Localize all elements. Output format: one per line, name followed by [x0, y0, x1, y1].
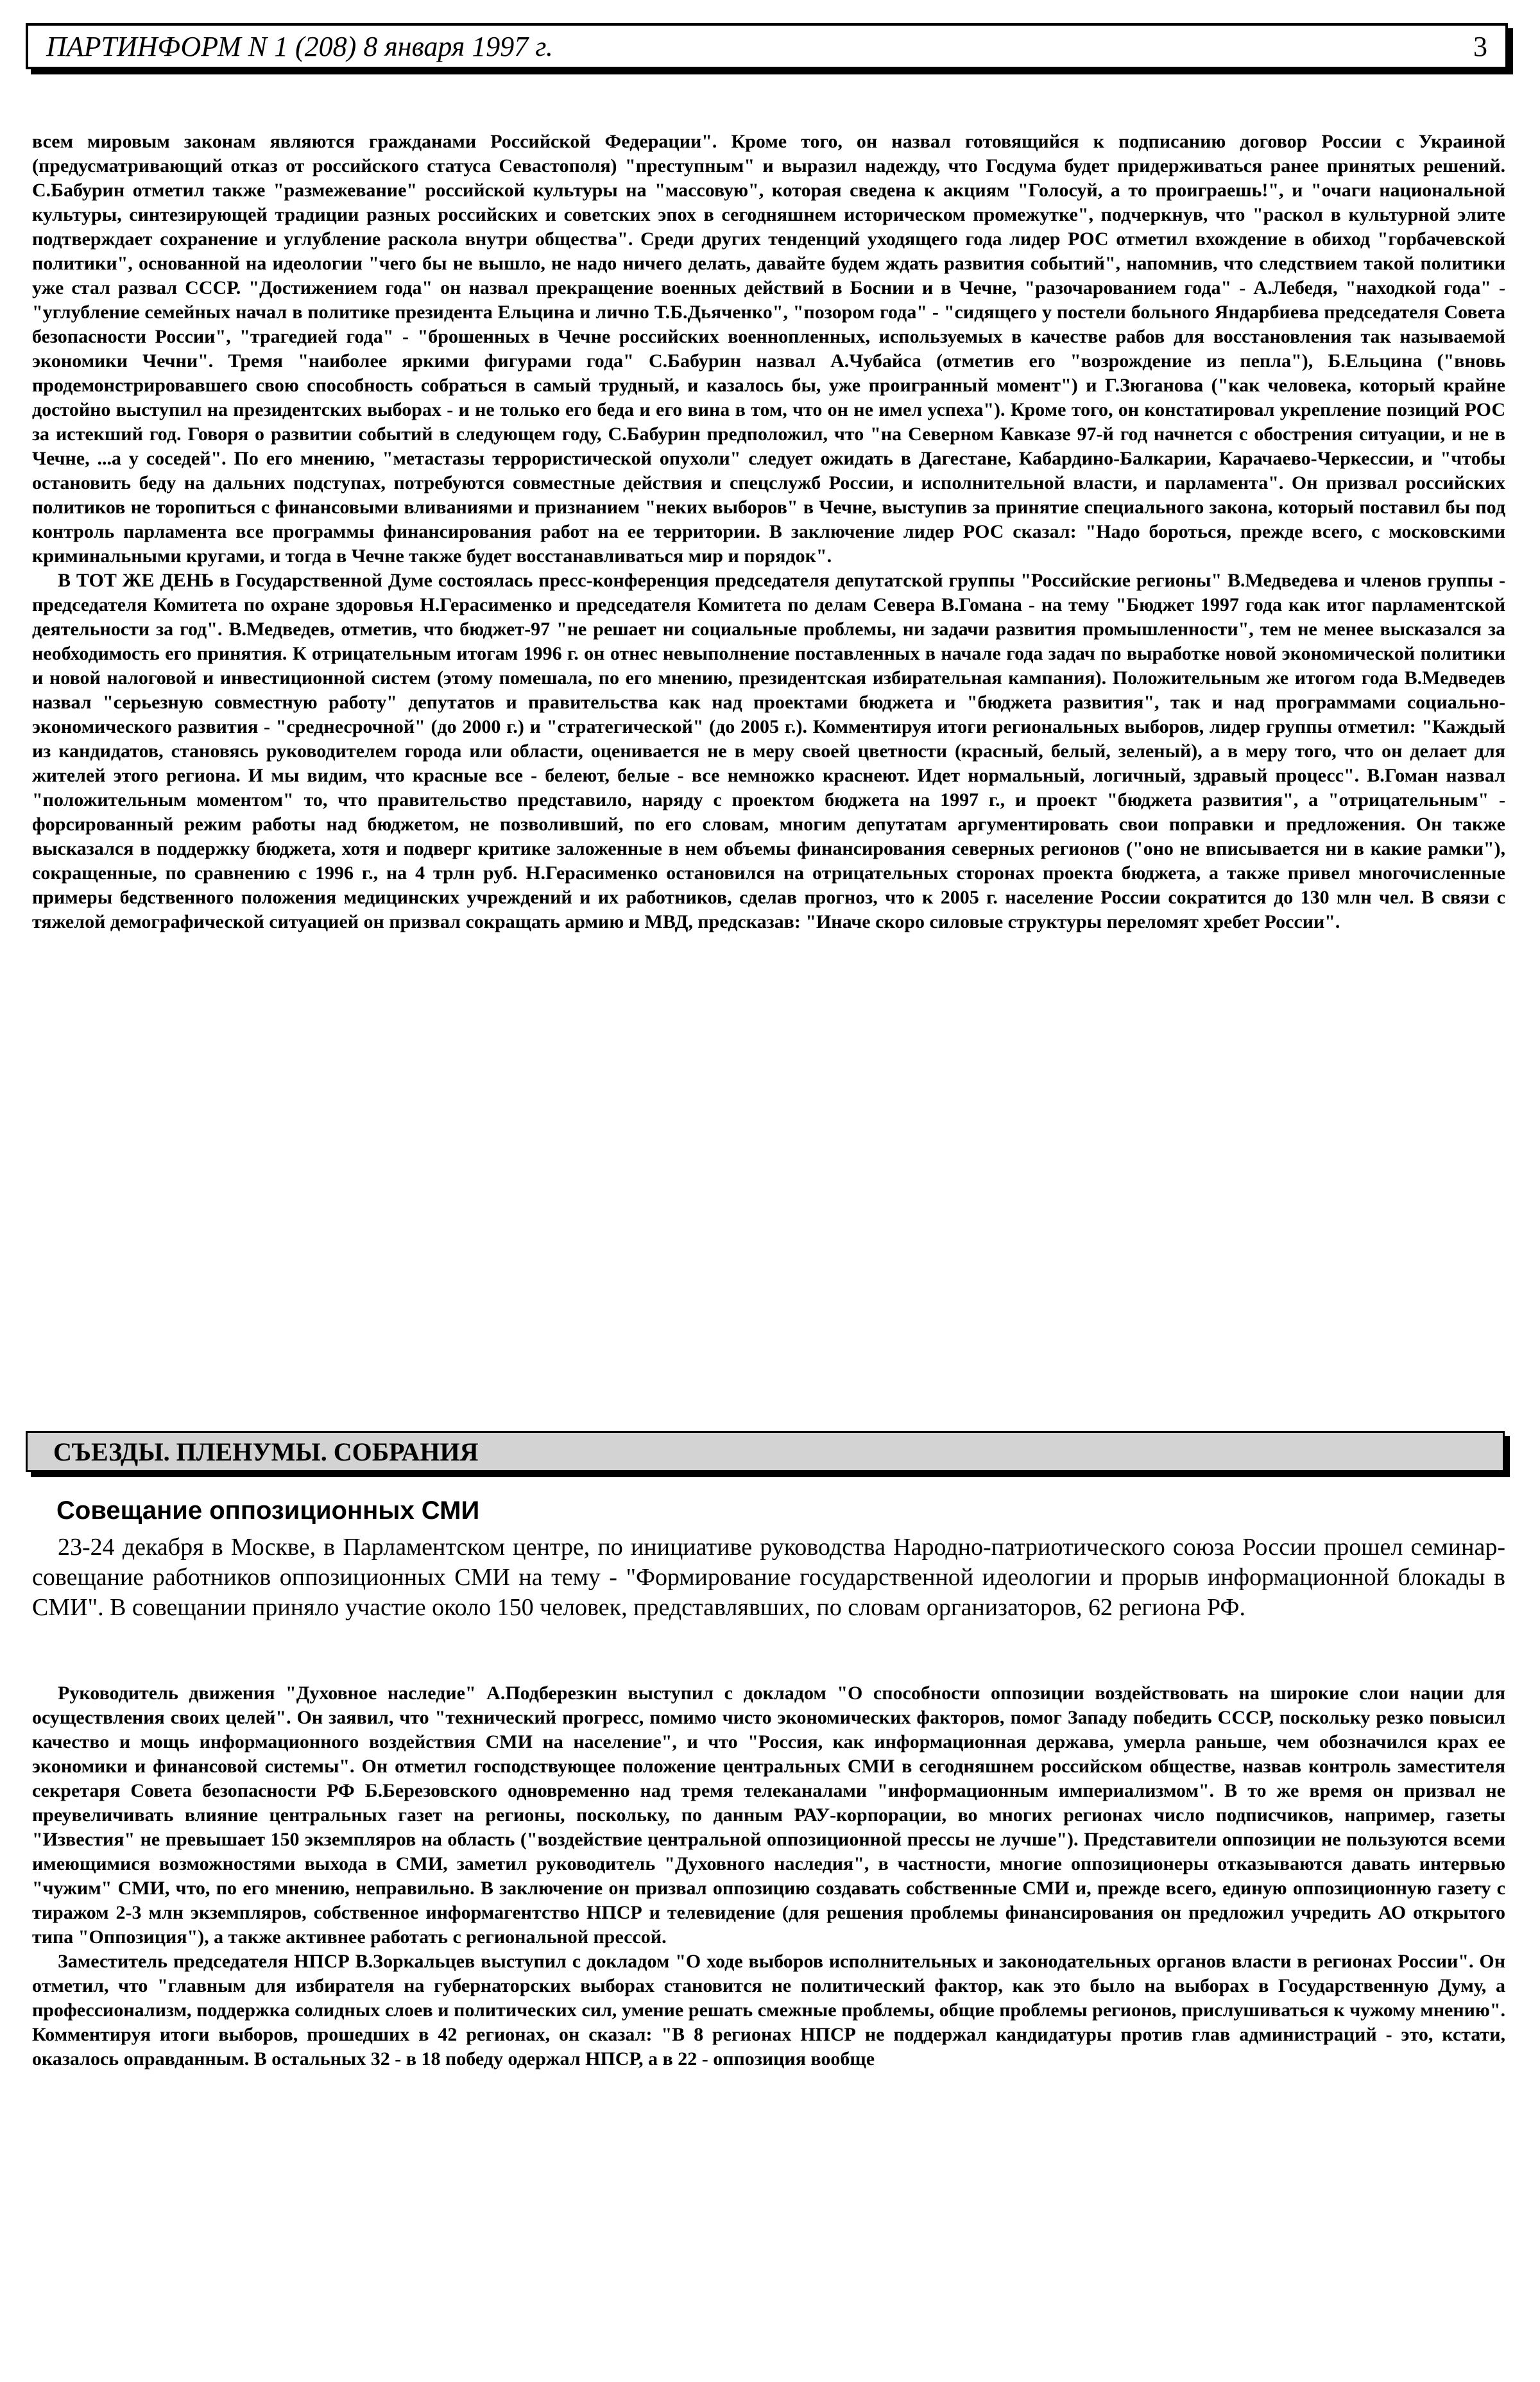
paragraph: Заместитель председателя НПСР В.Зоркальцев выступил с докладом "О ходе выборов исполнительных и законодательных органов власти в регионах России". Он отметил, что "главным для избирателя на губернаторских выборах становится не политический фактор, как это было на выборах в Государственную Думу, а профессионализм, поддержка солидных слоев и политических сил, умение решать смежные проблемы, общие проблемы регионов, прислушиваться к чужому мнению". Комментируя итоги выборов, прошедших в 42 регионах, он сказал: "В 8 регионах НПСР не поддержал кандидатуры против глав администраций - это, кстати, оказалось оправданным. В остальных 32 - в 18 победу одержал НПСР, а в 22 - оппозиция вообще — [32, 1951, 1505, 2069]
section-heading: СЪЕЗДЫ. ПЛЕНУМЫ. СОБРАНИЯ — [53, 1437, 479, 1466]
page-header — [26, 23, 1508, 69]
page-number: 3 — [1473, 30, 1487, 62]
section-heading-bar — [26, 1431, 1505, 1472]
article-body — [32, 1681, 1505, 2071]
paragraph: В ТОТ ЖЕ ДЕНЬ в Государственной Думе состоялась пресс-конференция председателя депутатской группы "Российские регионы" В.Медведева и членов группы - председателя Комитета по охране здоровья Н.Герасименко и председателя Комитета по делам Севера В.Гомана - на тему "Бюджет 1997 года как итог парламентской деятельности за год". В.Медведев, отметив, что бюджет-97 "не решает ни социальные проблемы, ни задачи развития промышленности", тем не менее высказался за необходимость его принятия. К отрицательным итогам 1996 г. он отнес невыполнение поставленных в начале года задач по выработке новой экономической политики и новой налоговой и инвестиционной систем (этому помешала, по его мнению, президентская избирательная кампания). Положительным же итогом года В.Медведев назвал "серьезную совместную работу" депутатов и правительства как над проектами бюджета и "бюджета развития", так и над программами социально-экономического развития - "среднесрочной" (до 2000 г.) и "стратегической" (до 2005 г.). Комментируя итоги региональных выборов, лидер группы отметил: "Каждый из кандидатов, становясь руководителем города или области, оценивается не в меру своей цветности (красный, белый, зеленый), а в меру того, что он делает для жителей этого региона. И мы видим, что красные все - белеют, белые - все немножко краснеют. Идет нормальный, логичный, здравый процесс". В.Гоман назвал "положительным моментом" то, что правительство представило, наряду с проектом бюджета на 1997 г., и проект "бюджета развития", а "отрицательным" - форсированный режим работы над бюджетом, не позволивший, по его словам, многим депутатам аргументировать свои поправки и предложения. Он также высказался в поддержку бюджета, хотя и подверг критике заложенные в нем объемы финансирования северных регионов ("оно не вписывается ни в какие рамки"), сокращенные, по сравнению с 1996 г., на 4 трлн руб. Н.Герасименко остановился на отрицательных сторонах проекта бюджета, а также привел многочисленные примеры бедственного положения медицинских учреждений и их работников, сделав прогноз, что к 2005 г. население России сократится до 130 млн чел. В связи с тяжелой демографической ситуацией он призвал сокращать армию и МВД, предсказав: "Иначе скоро силовые структуры переломят хребет России". — [32, 570, 1505, 932]
paragraph: всем мировым законам являются гражданами Российской Федерации". Кроме того, он назвал готовящийся к подписанию договор России с Украиной (предусматривающий отказ от российского статуса Севастополя) "преступным" и выразил надежду, что Госдума будет придерживаться ранее принятых решений. С.Бабурин отметил также "размежевание" российской культуры на "массовую", которая сведена к акциям "Голосуй, а то проиграешь!", и "очаги национальной культуры, синтезирующей традиции разных российских и советских эпох в сегодняшнем историческом промежутке", подчеркнув, что "раскол в культурной элите подтверждает сохранение и углубление раскола внутри общества". Среди других тенденций уходящего года лидер РОС отметил вхождение в обиход "горбачевской политики", основанной на идеологии "чего бы не вышло, не надо ничего делать, давайте будем ждать развития событий", напомнив, что следствием такой политики уже стал развал СССР. "Достижением года" он назвал прекращение военных действий в Боснии и в Чечне, "разочарованием года" - А.Лебедя, "находкой года" - "углубление семейных начал в политике президента Ельцина и лично Т.Б.Дьяченко", "позором года" - "сидящего у постели больного Яндарбиева председателя Совета безопасности России", "трагедией года" - "брошенных в Чечне российских военнопленных, используемых в качестве рабов для восстановления так называемой экономики Чечни". Тремя "наиболее яркими фигурами года" С.Бабурин назвал А.Чубайса (отметив его "возрождение из пепла"), Б.Ельцина ("вновь продемонстрировавшего свою способность собраться в самый трудный, и казалось бы, уже проигранный момент") и Г.Зюганова ("как человека, который крайне достойно выступил на президентских выборах - и не только его беда и его вина в том, что он не имел успеха"). Кроме того, он констатировал укрепление позиций РОС за истекший год. Говоря о развитии событий в следующем году, С.Бабурин предположил, что "на Северном Кавказе 97-й год начнется с обострения ситуации, и не в Чечне, ...а у соседей". По его мнению, "метастазы террористической опухоли" следует ожидать в Дагестане, Кабардино-Балкарии, Карачаево-Черкессии, и "чтобы остановить беду на дальних подступах, потребуются совместные действия и спецслужб России, и исполнительной власти, и парламента". Он призвал российских политиков не торопиться с финансовыми вливаниями и признанием "неких выборов" в Чечне, выступив за принятие специального закона, который поставил бы под контроль парламента все программы финансирования работ на ее территории. В заключение лидер РОС сказал: "Надо бороться, прежде всего, с московскими криминальными кругами, и тогда в Чечне также будет восстанавливаться мир и порядок". — [32, 131, 1505, 567]
paragraph: Руководитель движения "Духовное наследие" А.Подберезкин выступил с докладом "О способности оппозиции воздействовать на широкие слои нации для осуществления своих целей". Он заявил, что "технический прогресс, помимо чисто экономических факторов, помог Западу победить СССР, поскольку резко повысил качество и мощь информационного воздействия СМИ на население", и что "Россия, как информационная держава, умерла раньше, чем обозначился крах ее экономики и финансовой системы". Он отметил господствующее положение центральных СМИ в сегодняшнем российском обществе, назвав контроль заместителя секретаря Совета безопасности РФ Б.Березовского одновременно над тремя телеканалами "информационным империализмом". В то же время он призвал не преувеличивать влияние центральных газет на регионы, поскольку, по данным РАУ-корпорации, во многих регионах число подписчиков, например, газеты "Известия" не превышает 150 экземпляров на область ("воздействие центральной оппозиционной прессы не лучше"). Представители оппозиции не пользуются всеми имеющимися возможностями выхода в СМИ, заметил руководитель "Духовного наследия", в частности, многие оппозиционеры отказываются давать интервью "чужим" СМИ, что, по его мнению, неправильно. В заключение он призвал оппозицию создавать собственные СМИ и, прежде всего, единую оппозиционную газету с тиражом 2-3 млн экземпляров, собственное информагентство НПСР и телевидение (для решения проблемы финансирования он предложил учредить АО открытого типа "Оппозиция"), а также активнее работать с региональной прессой. — [32, 1683, 1505, 1948]
article-continuation — [32, 130, 1505, 934]
article-lead — [32, 1532, 1505, 1623]
publication-title: ПАРТИНФОРМ N 1 (208) 8 января 1997 г. — [46, 30, 553, 62]
lead-paragraph: 23-24 декабря в Москве, в Парламентском центре, по инициативе руководства Народно-патриотического союза России прошел семинар-совещание работников оппозиционных СМИ на тему - "Формирование государственной идеологии и прорыв информационной блокады в СМИ". В совещании приняло участие около 150 человек, представлявших, по словам организаторов, 62 региона РФ. — [32, 1534, 1505, 1621]
article-title: Совещание оппозиционных СМИ — [56, 1496, 480, 1525]
